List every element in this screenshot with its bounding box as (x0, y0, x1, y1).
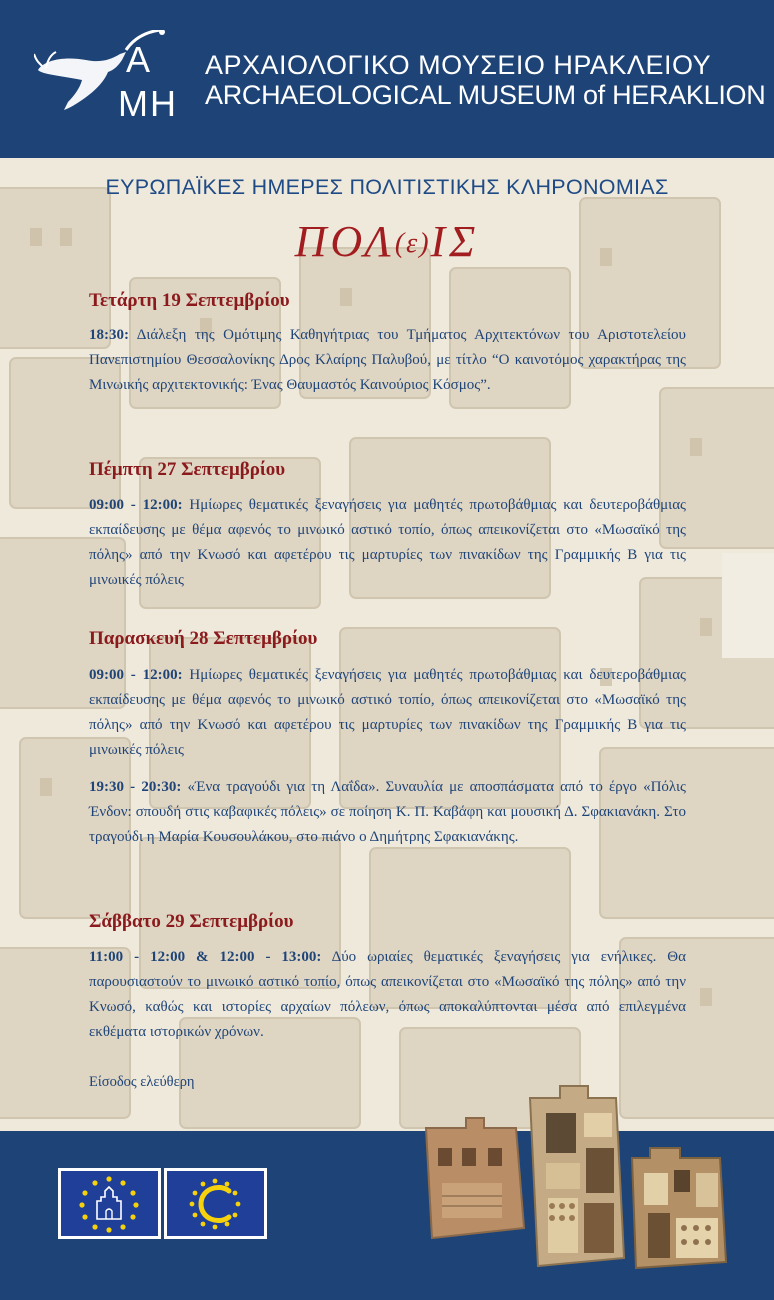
schedule-item (89, 945, 686, 1045)
plaque-right (632, 1148, 726, 1268)
schedule-item (89, 323, 686, 398)
day-heading: Τετάρτη 19 Σεπτεμβρίου (89, 290, 290, 311)
day-heading: Πέμπτη 27 Σεπτεμβρίου (89, 459, 286, 480)
eu-stars-castle-icon (61, 1171, 158, 1236)
schedule-item (89, 663, 686, 763)
heritage-days-title: ΕΥΡΩΠΑΪΚΕΣ ΗΜΕΡΕΣ ΠΟΛΙΤΙΣΤΙΚΗΣ ΚΛΗΡΟΝΟΜΙΑΣ (105, 175, 669, 199)
logo-letter-bottom: ΜΗ (118, 83, 178, 124)
schedule-text: Δύο ωριαίες θεματικές ξεναγήσεις για ενήλικες. Θα παρουσιαστούν το μινωικό αστικό τοπίο, όπως απεικονίζεται στο «Μωσαϊκό της πόλης» από την Κνωσό, καθώς και ιστορίες αρχαίων πόλεων, όπως αποκαλύπτονται μέσα από επιλεγμένα εκθέματα ιστορικών χρόνων. (89, 949, 686, 1040)
logo-letter-top: Α (126, 39, 151, 80)
poster-body (0, 158, 774, 1131)
schedule-text: Ημίωρες θεματικές ξεναγήσεις για μαθητές πρωτοβάθμιας και δευτεροβάθμιας εκπαίδευσης με θέμα αφενός το μινωικό αστικό τοπίο, όπως απεικονίζεται στο «Μωσαϊκό της πόλης» από την Κνωσό και αφετέρου τις μαρτυρίες των πινακίδων της Γραμμικής Β για τις μινωικές πόλεις (89, 497, 686, 588)
town-mosaic-plaques-image (420, 1078, 750, 1278)
museum-title-english: ARCHAEOLOGICAL MUSEUM of HERAKLION (205, 80, 766, 110)
schedule-time: 11:00 - 12:00 & 12:00 - 13:00: (89, 949, 322, 965)
council-of-europe-icon (167, 1171, 264, 1236)
day-heading: Παρασκευή 28 Σεπτεμβρίου (89, 628, 318, 649)
schedule-time: 18:30: (89, 327, 129, 343)
plaque-middle (530, 1086, 624, 1266)
theme-title-part1: ΠΟΛ (294, 217, 395, 266)
schedule-time: 09:00 - 12:00: (89, 667, 183, 683)
eu-heritage-days-logo (58, 1168, 161, 1239)
theme-title-part2: ΙΣ (430, 217, 480, 266)
council-of-europe-logo (164, 1168, 267, 1239)
free-entry-note: Είσοδος ελεύθερη (89, 1074, 195, 1090)
schedule-time: 09:00 - 12:00: (89, 497, 183, 513)
theme-title-epsilon: (ε) (394, 228, 431, 259)
plaque-left (426, 1118, 524, 1238)
schedule-item (89, 775, 686, 850)
day-heading: Σάββατο 29 Σεπτεμβρίου (89, 911, 294, 932)
theme-title (0, 216, 774, 267)
schedule-text: Ημίωρες θεματικές ξεναγήσεις για μαθητές πρωτοβάθμιας και δευτεροβάθμιας εκπαίδευσης με θέμα αφενός το μινωικό αστικό τοπίο, όπως απεικονίζεται στο «Μωσαϊκό της πόλης» από την Κνωσό και αφετέρου τις μαρτυρίες των πινακίδων της Γραμμικής Β για τις μινωικές πόλεις (89, 667, 686, 758)
schedule-item (89, 493, 686, 593)
schedule-time: 19:30 - 20:30: (89, 779, 182, 795)
museum-title-greek: ΑΡΧΑΙΟΛΟΓΙΚΟ ΜΟΥΣΕΙΟ ΗΡΑΚΛΕΙΟΥ (205, 50, 712, 80)
schedule-text: Διάλεξη της Ομότιμης Καθηγήτριας του Τμήματος Αρχιτεκτόνων του Αριστοτελείου Πανεπιστημίου Θεσσαλονίκης Δρος Κλαίρης Παλυβού, με τίτλο “Ο καινοτόμος χαρακτήρας της Μινωικής αρχιτεκτονικής: Ένας Θαυμαστός Καινούριος Κόσμος”. (89, 327, 686, 393)
schedule-text: «Ένα τραγούδι για τη Λαΐδα». Συναυλία με αποσπάσματα από το έργο «Πόλις Ένδον: σπουδή στις καβαφικές πόλεις» σε ποίηση Κ. Π. Καβάφη και μουσική Δ. Σφακιανάκη. Στο τραγούδι η Μαρία Κουσουλάκου, στο πιάνο ο Δημήτρης Σφακιανάκης. (89, 779, 686, 845)
poster-content (0, 158, 774, 1131)
